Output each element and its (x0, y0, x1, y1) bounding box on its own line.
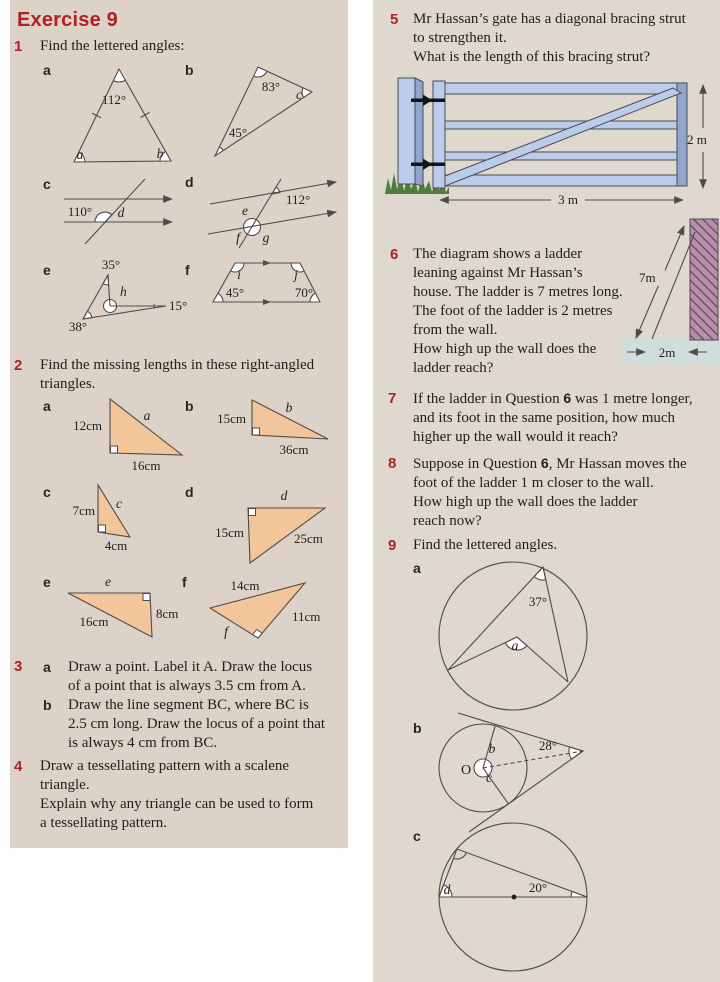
diagram-ladder (615, 215, 720, 365)
label-9c-d: d (443, 882, 451, 897)
gate-top-rail (445, 83, 677, 94)
gate-bar-3 (445, 152, 677, 160)
diagram-1e-angles (45, 257, 188, 338)
label-2d-d: d (280, 488, 288, 503)
question-3-number: 3 (14, 658, 23, 675)
label-1f-i: i (237, 267, 241, 282)
question-4-number: 4 (14, 758, 23, 775)
gate-bar-2 (445, 121, 677, 129)
gate-post-side (415, 78, 423, 186)
label-1b-c: c (296, 87, 302, 102)
label-1a-b: b (156, 146, 164, 161)
label-9b-28: 28° (538, 738, 558, 753)
item-9b-letter: b (413, 720, 422, 736)
diagram-2c-right-triangle (55, 480, 165, 555)
label-1a-apex: 112° (101, 92, 127, 107)
gate-left-stile (433, 81, 445, 188)
item-1c-letter: c (43, 176, 51, 192)
label-9b-O: O (461, 763, 472, 778)
question-7-number: 7 (388, 390, 397, 407)
ladder-wall (690, 219, 718, 340)
label-1e-35: 35° (101, 257, 121, 272)
label-2c-7cm: 7cm (72, 503, 95, 518)
label-2f-f: f (224, 624, 228, 639)
item-1a-letter: a (43, 62, 51, 78)
question-4-text: Draw a tessellating pattern with a scalene triangle. Explain why any triangle can be used to form a tessellating pattern. (40, 758, 314, 831)
label-2c-c: c (116, 496, 122, 511)
label-9b-c: c (486, 770, 492, 785)
diagram-2f-right-triangle (190, 576, 335, 651)
label-9b-b: b (488, 741, 496, 756)
item-3b-letter: b (43, 697, 52, 713)
question-8-number: 8 (388, 455, 397, 472)
label-gate-3m: 3 m (558, 192, 578, 207)
label-2e-16cm: 16cm (79, 614, 109, 629)
label-1c-110: 110° (67, 204, 93, 219)
label-2e-e: e (105, 574, 111, 589)
gate-bottom-rail (445, 175, 677, 186)
label-2a-a: a (143, 408, 151, 423)
label-gate-2m: 2 m (687, 132, 707, 147)
item-1e-letter: e (43, 262, 51, 278)
diagram-9c-circle (425, 818, 610, 978)
question-9-text: Find the lettered angles. (413, 537, 558, 553)
equal-side-ticks (92, 113, 149, 118)
diagram-1b-triangle (205, 58, 330, 163)
diagram-1f-trapezium (205, 255, 335, 315)
question-8-text: Suppose in Question 6, Mr Hassan moves the foot of the ladder 1 m closer to the wall. How high up the wall does the ladder reach now? (413, 455, 687, 529)
label-1b-45: 45° (228, 125, 248, 140)
circle-center-dot (512, 895, 517, 900)
label-2b-15cm: 15cm (217, 411, 246, 426)
label-1e-15: 15° (169, 298, 188, 313)
label-ladder-7m: 7m (639, 270, 656, 285)
label-1d-f: f (236, 230, 240, 245)
label-1f-45: 45° (225, 285, 245, 300)
label-9a-a: a (511, 638, 519, 653)
label-1d-g: g (262, 230, 270, 245)
label-1f-j: j (294, 267, 298, 282)
item-2c-letter: c (43, 484, 51, 500)
question-2-text: Find the missing lengths in these right-angled triangles. (40, 357, 315, 392)
diagram-1a-triangle (60, 62, 185, 170)
label-1d-e: e (242, 203, 248, 218)
gate-diagonal-strut (445, 88, 681, 186)
diagram-2b-right-triangle (205, 396, 340, 466)
question-5-number: 5 (390, 11, 399, 28)
dashed-bisector (483, 751, 583, 768)
label-9c-20: 20° (528, 880, 548, 895)
question-5-text: Mr Hassan’s gate has a diagonal bracing strut to strengthen it. What is the length of this bracing strut? (413, 11, 686, 65)
diagram-gate (385, 76, 720, 214)
label-1c-d: d (117, 205, 125, 220)
page-title: Exercise 9 (17, 9, 118, 31)
label-9a-37: 37° (528, 594, 548, 609)
item-2b-letter: b (185, 398, 194, 414)
item-9c-letter: c (413, 828, 421, 844)
item-1b-letter: b (185, 62, 194, 78)
diagram-1d-parallel-lines (200, 168, 340, 253)
label-2f-11cm: 11cm (292, 609, 321, 624)
label-2f-14cm: 14cm (230, 578, 260, 593)
question-3b-text: Draw the line segment BC, where BC is 2.5 cm long. Draw the locus of a point that is always 4 cm from BC. (68, 697, 326, 751)
diagram-2a-right-triangle (60, 393, 200, 478)
label-2a-16cm: 16cm (131, 458, 161, 473)
label-2b-36cm: 36cm (279, 442, 309, 457)
label-2d-15cm: 15cm (215, 525, 244, 540)
label-2a-12cm: 12cm (73, 418, 102, 433)
item-2d-letter: d (185, 484, 194, 500)
item-1d-letter: d (185, 174, 194, 190)
parallel-mark-bottom (263, 299, 271, 305)
label-1e-38: 38° (68, 319, 88, 334)
ladder-rail-1-lower (636, 282, 660, 338)
question-3a-text: Draw a point. Label it A. Draw the locus of a point that is always 3.5 cm from A. (68, 659, 313, 694)
diagram-1c-parallel-lines (60, 178, 185, 253)
label-1a-a: a (76, 147, 84, 162)
item-2a-letter: a (43, 398, 51, 414)
diagram-2d-right-triangle (215, 486, 350, 571)
item-3a-letter: a (43, 659, 51, 675)
label-2d-25cm: 25cm (294, 531, 323, 546)
question-6-number: 6 (390, 246, 399, 263)
item-2e-letter: e (43, 574, 51, 590)
diagram-2e-right-triangle (50, 572, 190, 647)
question-1-number: 1 (14, 38, 23, 55)
label-2e-8cm: 8cm (156, 606, 179, 621)
label-1f-70: 70° (294, 285, 314, 300)
label-2c-4cm: 4cm (104, 538, 128, 553)
question-9-number: 9 (388, 537, 397, 554)
label-ladder-2m: 2m (658, 345, 676, 360)
item-9a-letter: a (413, 560, 421, 576)
label-1d-112: 112° (286, 192, 311, 207)
label-1b-83: 83° (261, 79, 281, 94)
question-7-text: If the ladder in Question 6 was 1 metre longer, and its foot in the same position, how much higher up the wall would it reach? (413, 390, 693, 445)
item-2f-letter: f (182, 574, 187, 590)
label-2b-b: b (285, 400, 293, 415)
gate-post (398, 78, 415, 184)
label-1e-h: h (120, 284, 127, 299)
question-2-number: 2 (14, 357, 23, 374)
gate-right-stile (677, 83, 687, 186)
question-1-text: Find the lettered angles: (40, 38, 185, 54)
item-1f-letter: f (185, 262, 190, 278)
question-6-text: The diagram shows a ladder leaning against Mr Hassan’s house. The ladder is 7 metres long. The foot of the ladder is 2 metres from the wall. How high up the wall does the ladder reach? (413, 246, 623, 376)
parallel-mark-top (263, 260, 271, 266)
